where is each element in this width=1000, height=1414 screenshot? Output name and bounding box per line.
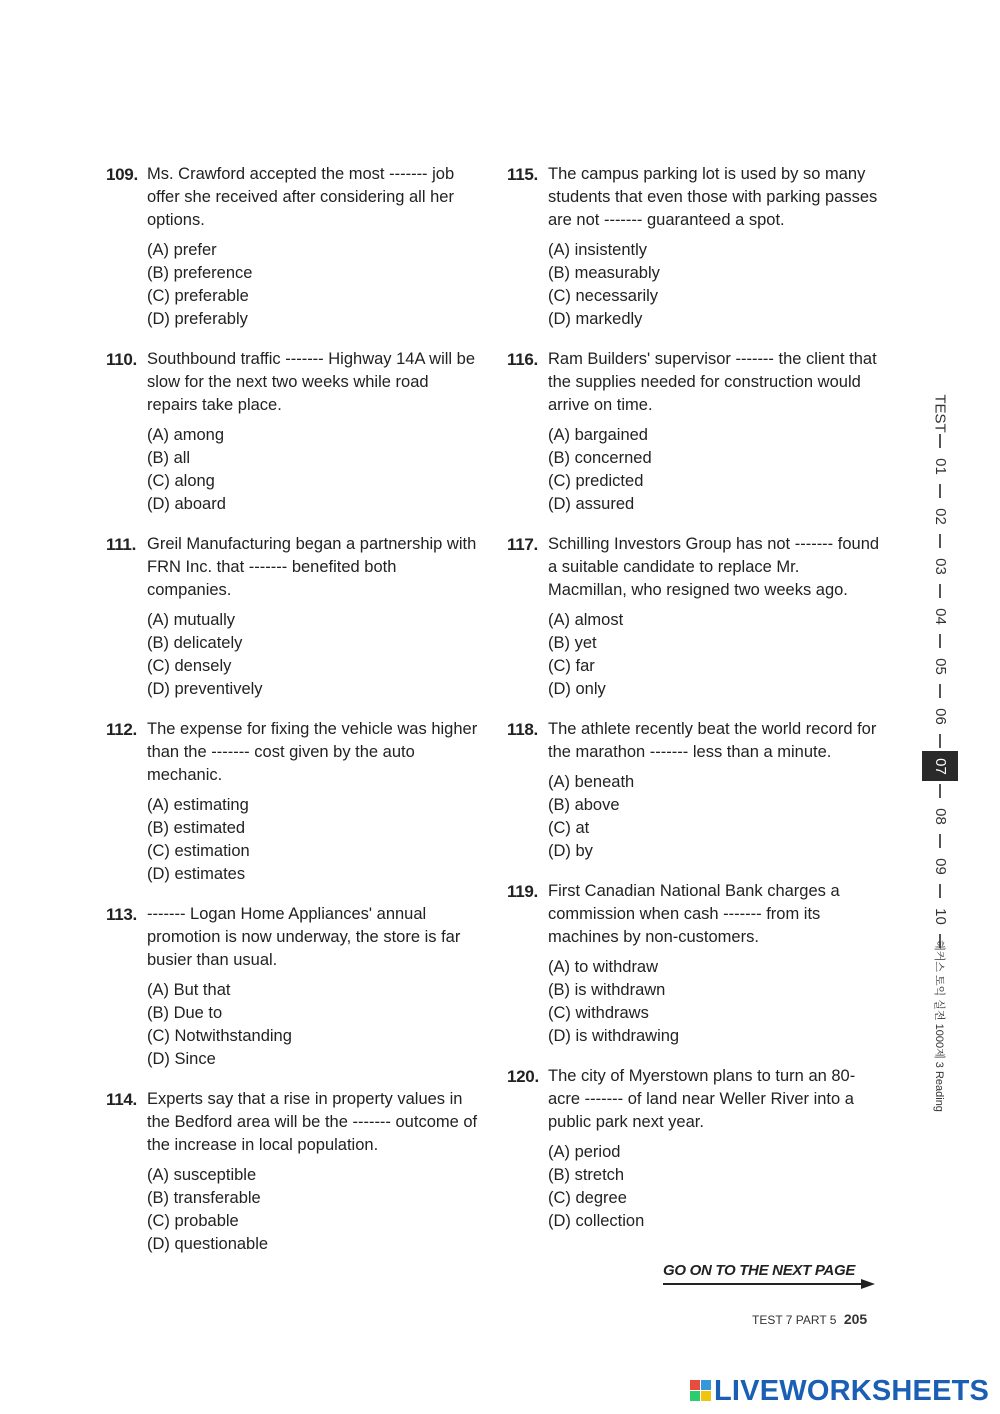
question-text: First Canadian National Bank charges a commission when cash ------- from its machines by non-customers. <box>548 882 840 946</box>
question-number: 112. <box>106 720 137 739</box>
answer-option[interactable]: (D) is withdrawing <box>548 1027 680 1045</box>
question-text: Ms. Crawford accepted the most ------- job offer she received after considering all her options. <box>147 165 455 229</box>
answer-option[interactable]: (C) degree <box>548 1189 627 1207</box>
test-tab-04: 04 <box>931 607 949 625</box>
answer-options <box>147 794 481 886</box>
answer-options <box>548 239 882 331</box>
answer-option[interactable]: (A) But that <box>147 981 231 999</box>
question-number: 115. <box>507 165 538 184</box>
tab-divider <box>939 584 941 598</box>
test-tab-02: 02 <box>931 507 949 525</box>
tab-divider <box>939 484 941 498</box>
answer-option[interactable]: (D) assured <box>548 495 635 513</box>
test-label: TEST <box>931 393 949 433</box>
question-item <box>507 163 882 331</box>
tab-divider <box>939 734 941 748</box>
test-tab-09: 09 <box>931 857 949 875</box>
question-item <box>507 533 882 701</box>
watermark-text: LIVEWORKSHEETS <box>714 1374 990 1407</box>
tab-divider <box>939 884 941 898</box>
answer-option[interactable]: (C) along <box>147 472 215 490</box>
question-item <box>106 163 481 331</box>
question-text: The city of Myerstown plans to turn an 80-acre ------- of land near Weller River into a public park next year. <box>548 1067 856 1131</box>
answer-option[interactable]: (A) insistently <box>548 241 648 259</box>
test-tab-03: 03 <box>931 557 949 575</box>
answer-option[interactable]: (C) at <box>548 819 590 837</box>
answer-option[interactable]: (D) collection <box>548 1212 645 1230</box>
answer-option[interactable]: (A) susceptible <box>147 1166 257 1184</box>
answer-options <box>548 424 882 516</box>
question-text: Schilling Investors Group has not ------- found a suitable candidate to replace Mr. Macmillan, who resigned two weeks ago. <box>548 535 880 599</box>
answer-options <box>147 424 481 516</box>
tab-divider <box>939 634 941 648</box>
question-text: The expense for fixing the vehicle was higher than the ------- cost given by the auto mechanic. <box>147 720 478 784</box>
test-tab-06: 06 <box>931 707 949 725</box>
answer-option[interactable]: (D) preferably <box>147 310 248 328</box>
question-number: 114. <box>106 1090 137 1109</box>
question-item <box>507 1065 882 1233</box>
answer-option[interactable]: (C) estimation <box>147 842 250 860</box>
book-title: 해커스 토익 실전 1000제 3 Reading <box>933 940 946 1112</box>
answer-option[interactable]: (A) beneath <box>548 773 635 791</box>
go-on-text: GO ON TO THE NEXT PAGE <box>663 1262 856 1279</box>
question-item <box>507 718 882 863</box>
answer-options <box>147 979 481 1071</box>
answer-option[interactable]: (B) all <box>147 449 191 467</box>
tab-divider <box>939 834 941 848</box>
answer-option[interactable]: (A) prefer <box>147 241 217 259</box>
question-text: The campus parking lot is used by so many students that even those with parking passes are not ------- guaranteed a spot. <box>548 165 878 229</box>
answer-option[interactable]: (A) mutually <box>147 611 236 629</box>
liveworksheets-logo-icon <box>690 1380 712 1402</box>
answer-options <box>548 609 882 701</box>
left-column <box>106 163 481 1273</box>
answer-options <box>548 1141 882 1233</box>
answer-option[interactable]: (B) concerned <box>548 449 652 467</box>
question-number: 117. <box>507 535 538 554</box>
right-arrow-icon <box>663 1280 875 1288</box>
question-item <box>106 718 481 886</box>
answer-option[interactable]: (A) almost <box>548 611 624 629</box>
answer-option[interactable]: (D) estimates <box>147 865 246 883</box>
answer-option[interactable]: (B) estimated <box>147 819 246 837</box>
answer-option[interactable]: (A) to withdraw <box>548 958 659 976</box>
question-text: Ram Builders' supervisor ------- the client that the supplies needed for construction would arrive on time. <box>548 350 877 414</box>
answer-option[interactable]: (C) withdraws <box>548 1004 649 1022</box>
question-number: 113. <box>106 905 137 924</box>
answer-option[interactable]: (B) Due to <box>147 1004 223 1022</box>
answer-option[interactable]: (B) preference <box>147 264 253 282</box>
answer-option[interactable]: (C) preferable <box>147 287 249 305</box>
answer-options <box>147 1164 481 1256</box>
answer-option[interactable]: (D) markedly <box>548 310 643 328</box>
answer-option[interactable]: (A) among <box>147 426 225 444</box>
question-text: The athlete recently beat the world record for the marathon ------- less than a minute. <box>548 720 877 761</box>
test-tab-05: 05 <box>931 657 949 675</box>
tab-divider <box>939 684 941 698</box>
answer-option[interactable]: (B) is withdrawn <box>548 981 666 999</box>
answer-options <box>548 771 882 863</box>
answer-option[interactable]: (D) aboard <box>147 495 226 513</box>
question-item <box>507 348 882 516</box>
question-number: 109. <box>106 165 138 184</box>
question-number: 116. <box>507 350 538 369</box>
question-text: Experts say that a rise in property values in the Bedford area will be the ------- outcome of the increase in local population. <box>147 1090 478 1154</box>
question-number: 120. <box>507 1067 539 1086</box>
answer-option[interactable]: (A) estimating <box>147 796 249 814</box>
question-item <box>507 880 882 1048</box>
test-tab-07: 07 <box>922 751 958 781</box>
go-on-next-page <box>663 1262 875 1288</box>
answer-option[interactable]: (B) measurably <box>548 264 660 282</box>
test-tab-01: 01 <box>931 457 949 475</box>
answer-option[interactable]: (B) above <box>548 796 620 814</box>
answer-options <box>548 956 882 1048</box>
question-item <box>106 903 481 1071</box>
question-number: 119. <box>507 882 538 901</box>
page-number: 205 <box>843 1311 868 1327</box>
test-tab-08: 08 <box>931 807 949 825</box>
answer-option[interactable]: (C) predicted <box>548 472 644 490</box>
test-index-tab <box>922 393 958 1112</box>
answer-option[interactable]: (A) bargained <box>548 426 648 444</box>
answer-option[interactable]: (B) stretch <box>548 1166 625 1184</box>
right-column <box>507 163 882 1250</box>
page-footer <box>752 1311 867 1327</box>
answer-option[interactable]: (C) probable <box>147 1212 239 1230</box>
answer-option[interactable]: (D) questionable <box>147 1235 269 1253</box>
question-item <box>106 533 481 701</box>
tab-divider <box>939 434 941 448</box>
question-text: Greil Manufacturing began a partnership with FRN Inc. that ------- benefited both companies. <box>147 535 477 599</box>
question-text: Southbound traffic ------- Highway 14A will be slow for the next two weeks while road repairs take place. <box>147 350 476 414</box>
answer-option[interactable]: (C) far <box>548 657 595 675</box>
answer-options <box>147 239 481 331</box>
question-number: 111. <box>106 535 137 554</box>
answer-option[interactable]: (C) necessarily <box>548 287 659 305</box>
question-number: 110. <box>106 350 137 369</box>
tab-divider <box>939 784 941 798</box>
question-text: ------- Logan Home Appliances' annual promotion is now underway, the store is far busier than usual. <box>147 905 461 969</box>
answer-option[interactable]: (B) transferable <box>147 1189 261 1207</box>
question-item <box>106 1088 481 1256</box>
answer-option[interactable]: (B) yet <box>548 634 597 652</box>
liveworksheets-watermark <box>690 1374 989 1408</box>
question-item <box>106 348 481 516</box>
answer-option[interactable]: (D) Since <box>147 1050 216 1068</box>
answer-option[interactable]: (B) delicately <box>147 634 243 652</box>
answer-options <box>147 609 481 701</box>
answer-option[interactable]: (C) Notwithstanding <box>147 1027 292 1045</box>
answer-option[interactable]: (D) preventively <box>147 680 263 698</box>
test-tab-10: 10 <box>931 907 949 925</box>
answer-option[interactable]: (C) densely <box>147 657 232 675</box>
answer-option[interactable]: (D) only <box>548 680 606 698</box>
answer-option[interactable]: (D) by <box>548 842 593 860</box>
footer-label: TEST 7 PART 5 <box>752 1313 837 1327</box>
question-number: 118. <box>507 720 538 739</box>
answer-option[interactable]: (A) period <box>548 1143 621 1161</box>
tab-divider <box>939 534 941 548</box>
